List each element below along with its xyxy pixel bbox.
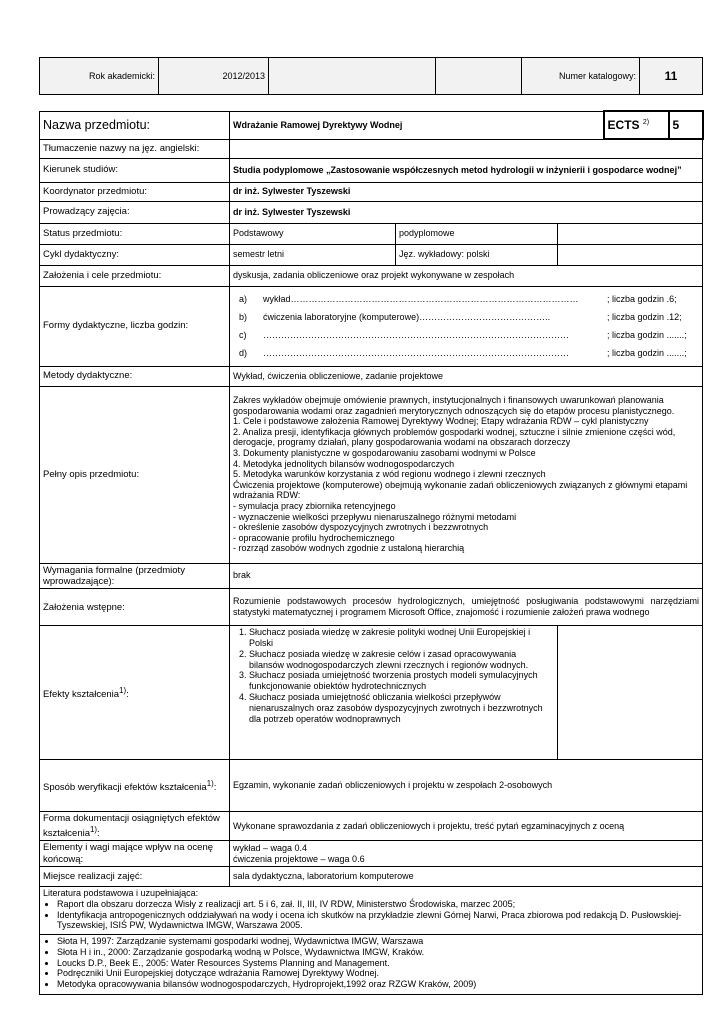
forms-text: …………………………………………………………………………………………	[263, 330, 569, 340]
description-line: 4. Metodyka jednolitych bilansów wodnogospodarczych	[233, 458, 455, 469]
description-line: - wyznaczenie wielkości przepływu nienaruszalnego różnymi metodami	[233, 511, 517, 522]
requirements-label: Wymagania formalne (przedmioty wprowadzające):	[40, 563, 230, 589]
field-of-study-value: Studia podyplomowe „Zastosowanie współczesnych metod hydrologii w inżynierii i gospodarce wodnej”	[230, 158, 703, 182]
goals-value: dyskusja, zadania obliczeniowe oraz projekt wykonywane w zespołach	[230, 265, 703, 286]
catalog-number-value: 11	[640, 58, 703, 95]
course-name-value: Wdrażanie Ramowej Dyrektywy Wodnej	[230, 111, 604, 139]
cycle-label: Cykl dydaktyczny:	[40, 244, 230, 265]
forms-letter: c)	[239, 330, 247, 340]
grading-label: Elementy i wagi mające wpływ na ocenę końcową:	[40, 841, 230, 867]
literature-basic	[40, 887, 703, 935]
grading-line: ćwiczenia projektowe – waga 0.6	[233, 853, 365, 864]
prerequisites-value: Rozumienie podstawowych procesów hydrologicznych, umiejętność posługiwania podstawowymi narzędziami statystyki matematycznej i programem Microsoft Office, znajomość i rozumienie założeń prawa wodnego	[230, 589, 703, 626]
literature-item: • Słota H i in., 2000: Zarządzanie gospodarką wodną w Polsce, Wydawnictwa IMGW, Kraków.	[57, 947, 699, 958]
description-line: - opracowanie profilu hydrochemicznego	[233, 532, 395, 543]
coordinator-label: Koordynator przedmiotu:	[40, 182, 230, 201]
status-empty-cell	[558, 223, 703, 244]
forms-text: wykład……………………………………………………………………………………	[263, 294, 579, 304]
documentation-label: Forma dokumentacji osiągniętych efektów kształcenia$^{1)}$:	[40, 812, 230, 841]
description-line: - rozrząd zasobów wodnych zgodnie z ustaloną hierarchią	[233, 543, 465, 554]
description-value	[230, 386, 703, 563]
instructor-label: Prowadzący zajęcia:	[40, 201, 230, 223]
catalog-number-label: Numer katalogowy:	[522, 58, 640, 95]
verification-label: Sposób weryfikacji efektów kształcenia$^{1)}$:	[40, 760, 230, 812]
grading-value	[230, 841, 703, 867]
verification-value: Egzamin, wykonanie zadań obliczeniowych i projektu w zespołach 2-osobowych	[230, 760, 703, 812]
status-value-2: podyplomowe	[396, 223, 558, 244]
description-label: Pełny opis przedmiotu:	[40, 386, 230, 563]
requirements-value: brak	[230, 563, 703, 589]
header-empty-cell-2	[436, 58, 522, 95]
literature-item: • Słota H, 1997: Zarządzanie systemami gospodarki wodnej, Wydawnictwa IMGW, Warszawa	[57, 936, 699, 947]
literature-item: • Loucks D.P., Beek E., 2005: Water Resources Systems Planning and Management.	[57, 958, 699, 969]
ects-label: ECTS $^{2)}$	[604, 111, 669, 139]
coordinator-value: dr inż. Sylwester Tyszewski	[230, 182, 703, 201]
forms-hours: ; liczba godzin .12;	[607, 312, 682, 322]
header-table	[39, 57, 703, 95]
field-of-study-label: Kierunek studiów:	[40, 158, 230, 182]
description-line: - symulacja pracy zbiornika retencyjnego	[233, 501, 396, 512]
forms-row	[233, 290, 699, 308]
outcome-item: 2. Słuchacz posiada wiedzę w zakresie celów i zasad opracowywania bilansów wodnogospodarczych zlewni rzecznych i regionów wodnych.	[249, 649, 551, 671]
location-label: Miejsce realizacji zajęć:	[40, 867, 230, 887]
cycle-value-1: semestr letni	[230, 244, 396, 265]
description-line: Zakres wykładów obejmuje omówienie prawnych, instytucjonalnych i finansowych uwarunkowań planowania gospodarowania wodami oraz zagadnień merytorycznych odnoszących się do etapów procesu planistycznego.	[233, 394, 675, 416]
forms-hours: ; liczba godzin .......;	[607, 330, 687, 340]
outcome-item: 4. Słuchacz posiada umiejętność obliczania wielkości przepływów nienaruszalnych oraz zasobów dyspozycyjnych zwrotnych i bezzwrotnych dla potrzeb operatów wodnoprawnych	[249, 692, 551, 724]
course-table	[39, 110, 704, 995]
translation-label: Tłumaczenie nazwy na jęz. angielski:	[40, 139, 230, 158]
ects-value: 5	[669, 111, 703, 139]
prerequisites-label: Założenia wstępne:	[40, 589, 230, 626]
location-value: sala dydaktyczna, laboratorium komputerowe	[230, 867, 703, 887]
methods-label: Metody dydaktyczne:	[40, 366, 230, 386]
outcomes-list	[230, 626, 558, 760]
forms-letter: a)	[239, 294, 248, 304]
literature-item: • Podręczniki Unii Europejskiej dotyczące wdrażania Ramowej Dyrektywy Wodnej.	[57, 968, 699, 979]
forms-row	[233, 344, 699, 362]
forms-text: …………………………………………………………………………………………	[263, 348, 569, 358]
outcomes-label: Efekty kształcenia$^{1)}$:	[40, 626, 230, 760]
literature-item: • Identyfikacja antropogenicznych oddziaływań na wody i ocena ich skutków na przykładzie zlewni Górnej Narwi, Praca zbiorowa pod redakcją D. Pusłowskiej-Tyszewskiej, ISIŚ PW, Wydawnictwa IMGW, Warszawa 2005.	[57, 910, 699, 932]
grading-line: wykład – waga 0.4	[233, 842, 308, 853]
forms-hours: ; liczba godzin .......;	[607, 348, 687, 358]
literature-title: Literatura podstawowa i uzupełniająca:	[43, 888, 199, 898]
status-label: Status przedmiotu:	[40, 223, 230, 244]
description-line: - określenie zasobów dyspozycyjnych zwrotnych i bezzwrotnych	[233, 522, 489, 533]
methods-value: Wykład, ćwiczenia obliczeniowe, zadanie projektowe	[230, 366, 703, 386]
description-line: 3. Dokumenty planistyczne w gospodarowaniu zasobami wodnymi w Polsce	[233, 447, 536, 458]
documentation-value: Wykonane sprawozdania z zadań obliczeniowych i projektu, treść pytań egzaminacyjnych z oceną	[230, 812, 703, 841]
forms-hours: ; liczba godzin .6;	[607, 294, 677, 304]
cycle-value-2: Jęz. wykładowy: polski	[396, 244, 558, 265]
literature-supplementary	[40, 935, 703, 995]
forms-label: Formy dydaktyczne, liczba godzin:	[40, 286, 230, 366]
forms-list	[230, 286, 703, 366]
forms-row	[233, 308, 699, 326]
header-empty-cell-1	[269, 58, 436, 95]
goals-label: Założenia i cele przedmiotu:	[40, 265, 230, 286]
description-line: 2. Analiza presji, identyfikacja głównych problemów gospodarki wodnej, sztuczne i silnie zmienione części wód, derogacje, programy działań, plany gospodarowania wodami na obszarach dorzeczy	[233, 426, 676, 448]
translation-value	[230, 139, 703, 158]
literature-item: • Metodyka opracowywania bilansów wodnogospodarczych, Hydroprojekt,1992 oraz RZGW Kraków, 2009)	[57, 979, 699, 990]
academic-year-label: Rok akademicki:	[40, 58, 159, 95]
outcome-item: 3. Słuchacz posiada umiejętność tworzenia prostych modeli symulacyjnych funkcjonowanie obiektów hydrotechnicznych	[249, 670, 551, 692]
forms-letter: b)	[239, 312, 248, 322]
instructor-value: dr inż. Sylwester Tyszewski	[230, 201, 703, 223]
literature-item: • Raport dla obszaru dorzecza Wisły z realizacji art. 5 i 6, zał. II, III, IV RDW, Ministerstwo Środowiska, marzec 2005;	[57, 899, 699, 910]
academic-year-value: 2012/2013	[159, 58, 269, 95]
forms-letter: d)	[239, 348, 248, 358]
cycle-empty-cell	[558, 244, 703, 265]
forms-text: ćwiczenia laboratoryjne (komputerowe)……………………………………..	[263, 312, 551, 322]
forms-row	[233, 326, 699, 344]
description-line: 1. Cele i podstawowe założenia Ramowej Dyrektywy Wodnej; Etapy wdrażania RDW – cykl planistyczny	[233, 416, 649, 427]
description-line: Ćwiczenia projektowe (komputerowe) obejmują wykonanie zadań obliczeniowych związanych z głównymi etapami wdrażania RDW:	[233, 479, 688, 501]
outcome-item: 1. Słuchacz posiada wiedzę w zakresie polityki wodnej Unii Europejskiej i Polski	[249, 627, 551, 649]
description-line: 5. Metodyka warunków korzystania z wód regionu wodnego i zlewni rzecznych	[233, 469, 546, 480]
status-value-1: Podstawowy	[230, 223, 396, 244]
outcomes-empty-cell	[558, 626, 703, 760]
course-name-label: Nazwa przedmiotu:	[40, 111, 230, 139]
